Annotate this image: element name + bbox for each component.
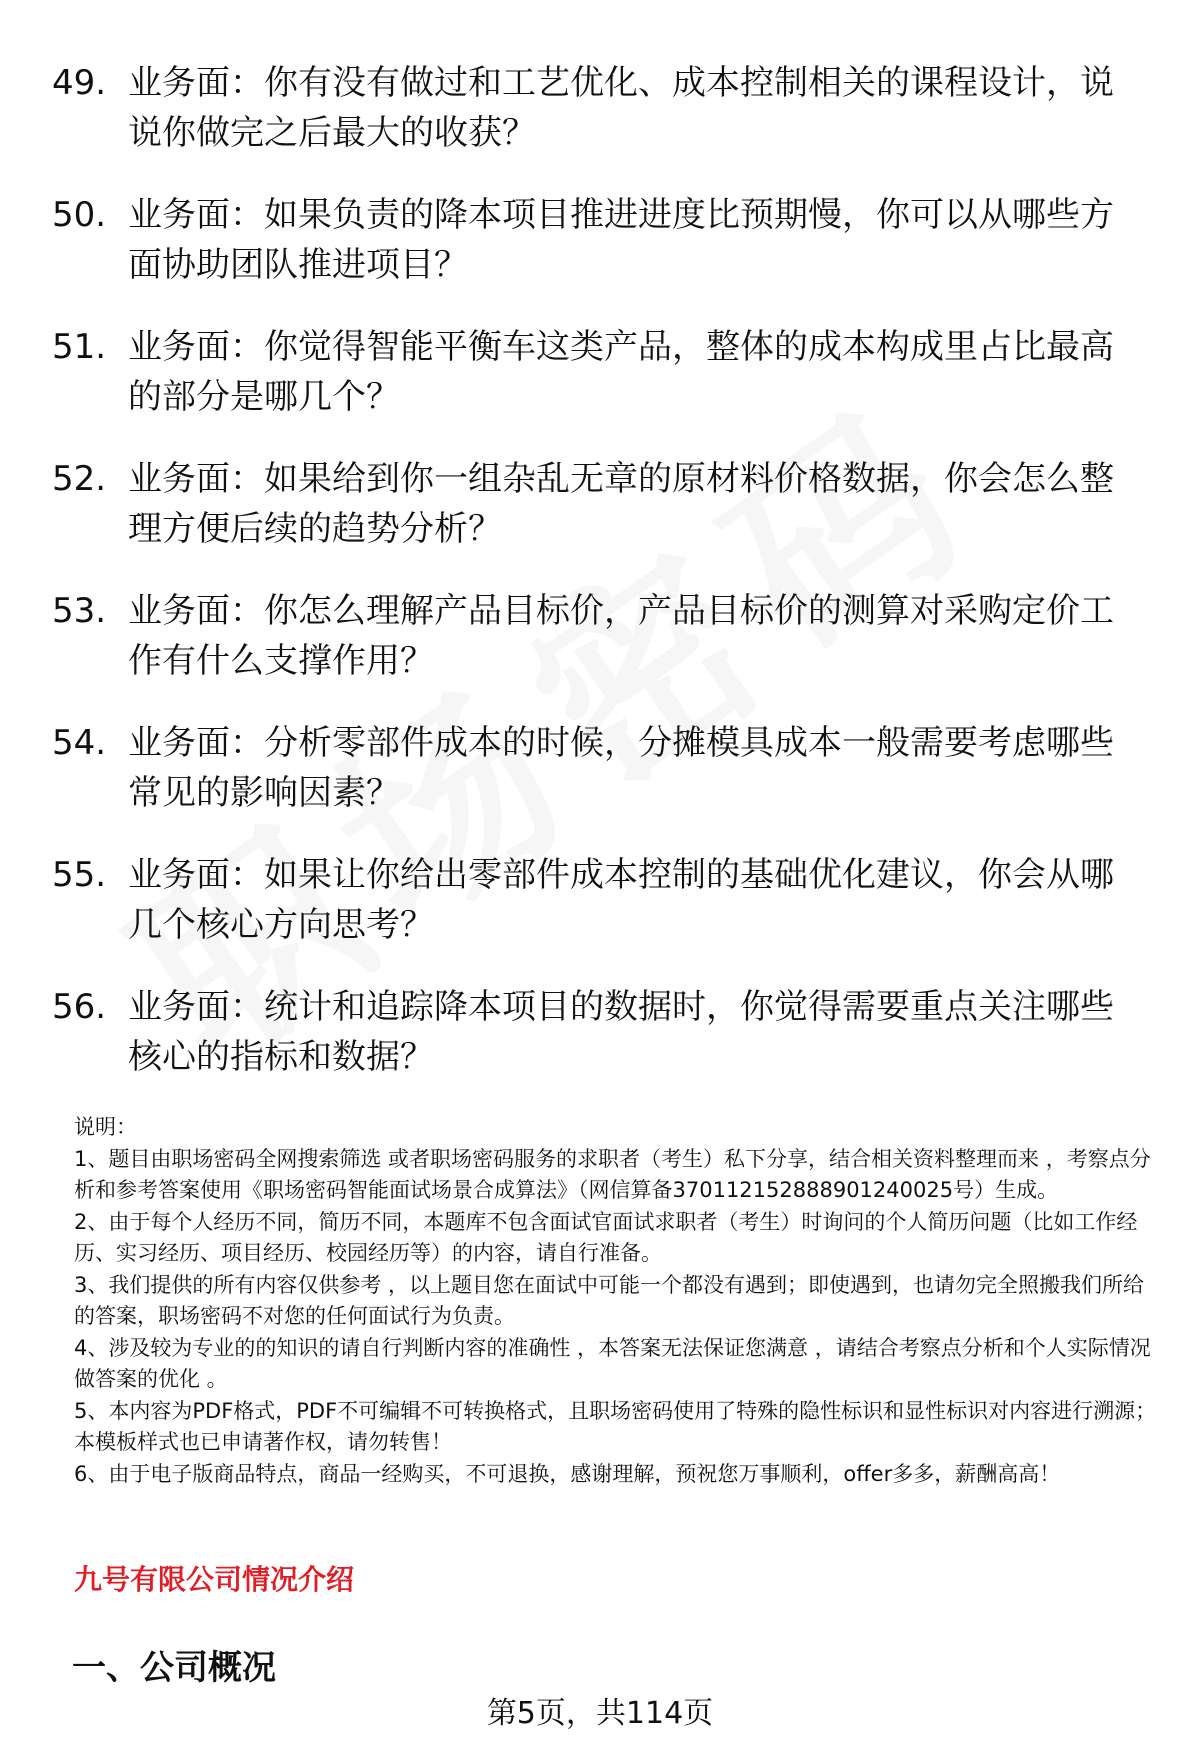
question-item	[52, 586, 1152, 686]
note-item: 6、由于电子版商品特点，商品一经购买，不可退换，感谢理解，预祝您万事顺利，offer多多，薪酬高高！	[74, 1461, 1061, 1486]
question-number: 51.	[52, 327, 107, 367]
note-item: 1、题目由职场密码全网搜索筛选 或者职场密码服务的求职者（考生）私下分享，结合相关资料整理而来 ，考察点分析和参考答案使用《职场密码智能面试场景合成算法》（网信算备370112152888901240025号）生成。	[74, 1146, 1151, 1202]
question-item	[52, 454, 1152, 554]
question-text: 业务面：如果给到你一组杂乱无章的原材料价格数据，你会怎么整理方便后续的趋势分析？	[128, 459, 1114, 549]
notes-title: 说明：	[74, 1115, 137, 1139]
question-text: 业务面：统计和追踪降本项目的数据时，你觉得需要重点关注哪些核心的指标和数据？	[128, 987, 1114, 1077]
question-item	[52, 58, 1152, 158]
note-item: 5、本内容为PDF格式，PDF不可编辑不可转换格式，且职场密码使用了特殊的隐性标识和显性标识对内容进行溯源；本模板样式也已申请著作权，请勿转售！	[74, 1398, 1157, 1454]
company-heading: 九号有限公司情况介绍	[74, 1563, 355, 1596]
question-text: 业务面：你觉得智能平衡车这类产品，整体的成本构成里占比最高的部分是哪几个？	[128, 327, 1114, 417]
question-item	[52, 718, 1152, 818]
question-number: 55.	[52, 855, 107, 895]
question-item	[52, 850, 1152, 950]
section-heading: 一、公司概况	[72, 1648, 276, 1688]
question-item	[52, 190, 1152, 290]
question-text: 业务面：你怎么理解产品目标价，产品目标价的测算对采购定价工作有什么支撑作用？	[128, 591, 1114, 681]
question-number: 49.	[52, 63, 107, 103]
note-item: 4、涉及较为专业的的知识的请自行判断内容的准确性 ，本答案无法保证您满意 ，请结合考察点分析和个人实际情况做答案的优化 。	[74, 1335, 1151, 1391]
question-number: 53.	[52, 591, 107, 631]
question-item	[52, 322, 1152, 422]
question-number: 52.	[52, 459, 107, 499]
question-text: 业务面：如果让你给出零部件成本控制的基础优化建议，你会从哪几个核心方向思考？	[128, 855, 1114, 945]
question-number: 56.	[52, 987, 107, 1027]
question-text: 业务面：如果负责的降本项目推进进度比预期慢，你可以从哪些方面协助团队推进项目？	[128, 195, 1114, 285]
note-item: 3、我们提供的所有内容仅供参考 ，以上题目您在面试中可能一个都没有遇到；即使遇到，也请勿完全照搬我们所给的答案，职场密码不对您的任何面试行为负责。	[74, 1272, 1145, 1328]
page-number: 第5页，共114页	[486, 1696, 714, 1731]
disclaimer-notes	[74, 1112, 1164, 1490]
question-number: 50.	[52, 195, 107, 235]
question-text: 业务面：分析零部件成本的时候，分摊模具成本一般需要考虑哪些常见的影响因素？	[128, 723, 1114, 813]
question-number: 54.	[52, 723, 107, 763]
question-list	[52, 58, 1152, 1114]
question-text: 业务面：你有没有做过和工艺优化、成本控制相关的课程设计，说说你做完之后最大的收获？	[128, 63, 1114, 153]
question-item	[52, 982, 1152, 1082]
note-item: 2、由于每个人经历不同，简历不同，本题库不包含面试官面试求职者（考生）时询问的个人简历问题（比如工作经历、实习经历、项目经历、校园经历等）的内容，请自行准备。	[74, 1209, 1138, 1265]
